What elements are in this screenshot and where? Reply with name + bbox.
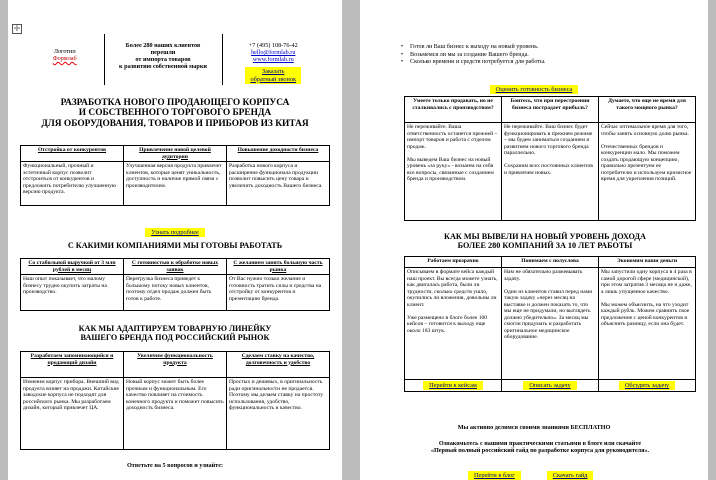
list-item: • Сколько времени и средств потребуется для работы. xyxy=(400,59,680,67)
learn-more-wrap xyxy=(8,221,342,239)
section-title-adapt xyxy=(18,324,332,342)
table-cell: Наш опыт показывает, что малому бизнесу трудно окупить затраты на производство. xyxy=(21,275,124,311)
logo-cell xyxy=(26,34,104,85)
button-cell xyxy=(405,380,502,392)
table-header: Сделаем ставку на качество, долговечность и удобство xyxy=(227,352,330,378)
table-header: Со стабильной выручкой от 3 млн рублей в месяц xyxy=(21,259,124,275)
assess-wrap xyxy=(360,78,708,96)
go-to-cases-button[interactable]: Перейти к кейсам xyxy=(423,381,483,390)
table-header: Повышение доходности бизнеса xyxy=(227,146,330,162)
articles-text xyxy=(380,440,700,454)
go-to-blog-button[interactable]: Перейти в блог xyxy=(468,471,521,480)
claim-line: от импорта товаров xyxy=(135,56,191,64)
callback-button[interactable] xyxy=(245,67,301,84)
table-header: Привлечение новой целевой аудитории xyxy=(124,146,227,162)
table-cell: Нам не обязательно разжевывать задачу. Один из клиентов ставил перед нами такую задачу «через месяц на выставке и должен показать то, что мы еще не придумали, но выглядеть должно убедительно». За месяц мы смогли придумать и разработать оригинальное медицинское оборудование. xyxy=(502,268,599,380)
table-cell: Описываем в формате кейса каждый наш проект. Вы всегда можете узнать, как двигалась работа, были ли трудности, сколько средств ушло, окупились ли вложения, довольны ли клиент. Уже размещено в блоге более 100 кейсов – готовится к выходу еще около 183 штук. xyxy=(405,268,502,380)
document-page-2 xyxy=(360,0,708,480)
table-header: Умеете только продавать, но не сталкивались с производством? xyxy=(405,97,502,123)
title-line: ДЛЯ ОБОРУДОВАНИЯ, ТОВАРОВ И ПРИБОРОВ ИЗ КИТАЯ xyxy=(41,118,309,129)
table-cell: Сейчас оптимальное время для того, чтобы занять основную долю рынка. Отечественных брендов и конкуренции мало. Мы поможем создать продающую концепцию, правильно презентуем ее потребителю и используем кризисное время для укрепления позиций. xyxy=(599,123,696,221)
download-guide-button[interactable]: Скачать гайд xyxy=(547,471,594,480)
learn-more-button[interactable]: Узнать подробнее xyxy=(145,228,205,237)
table-cell: Не переживайте. Ваша ответственность останется прежней – импорт товаров и работа с отделом продаж. Мы выведем Ваш бизнес на новый уровень «за руку» - возьмем на себя все вопросы, связанные с созданием бренда и производством. xyxy=(405,123,502,221)
assess-readiness-button[interactable]: Оценить готовность бизнеса xyxy=(490,85,579,94)
describe-task-button[interactable]: Описать задачу xyxy=(523,381,576,390)
title-line: РАЗРАБОТКА НОВОГО ПРОДАЮЩЕГО КОРПУСА xyxy=(60,98,290,108)
table-header: Отстройка от конкурентов xyxy=(21,146,124,162)
header-claim xyxy=(104,34,222,85)
table-header: Понимаем с полуслова xyxy=(502,257,599,268)
callback-label: Заказать xyxy=(262,68,285,76)
table-header: Увеличим функциональность продукта xyxy=(124,352,227,378)
logo-label: Логотип xyxy=(53,48,76,55)
claim-line: перешли xyxy=(150,49,176,57)
table-cell: Не переживайте. Ваш бизнес будет функционировать в прежнем режиме – мы будем заниматься созданием и развитием нового торгового бренда параллельно. Сохраним всех постоянных клиентов и привлечем новых. xyxy=(502,123,599,221)
logo-fallback: Формлаб xyxy=(52,55,77,63)
table-cell: Простых и дешевых, в оригинальность ради оригинальности не продается. Поэтому мы делаем ставку на простоту использования, удобство, функциональность и качество. xyxy=(227,378,330,450)
table-cell: Мы запустили одну корпуса в 4 раза в самой дорогой сфере (медицинской), при этом затратив 3 месяца не и даже, а лишь упущенное качество. Мы можем объяснить, на что уходит каждый рубль. Можем сравнить свое предложение с ценой конкурентов и объяснить разницу, если она будет. xyxy=(599,268,696,380)
table-cell: Новый корпус может быть более прочным и функциональным. Его качество повлияет на стоимость конечного продукта и поможет повысить доходность бизнеса. xyxy=(124,378,227,450)
title-line: ВАШЕГО БРЕНДА ПОД РОССИЙСКИЙ РЫНОК xyxy=(80,333,270,342)
section-title-results xyxy=(380,232,708,250)
button-cell xyxy=(502,380,599,392)
title-line: КАК МЫ АДАПТИРУЕМ ТОВАРНУЮ ЛИНЕЙКУ xyxy=(78,324,272,333)
table-cell: Улучшенная версия продукта привлечет клиентов, которые ценят уникальность, доступность и наличие прямой связи с производителем. xyxy=(124,162,227,206)
table-header: Разработаем запоминающийся и продающий дизайн xyxy=(21,352,124,378)
articles-line: «Первый полный российский гайд по разработке корпуса для руководителя». xyxy=(430,447,650,455)
table-cell: От Вас нужно только желание и готовность тратить силы и средства на отстройку от конкурентов и презентацию бренда. xyxy=(227,275,330,311)
claim-line: Более 280 наших клиентов xyxy=(125,42,201,49)
email-link[interactable]: hello@formlab.ru xyxy=(251,49,296,57)
table-header: С готовностью к обработке новых заявок xyxy=(124,259,227,275)
table-header: Боитесь, что при перестроении бизнеса пострадает прибыль? xyxy=(502,97,599,123)
table-header: Экономим ваши деньги xyxy=(599,257,696,268)
list-item: • Готов ли Ваш бизнес к выходу на новый уровень. xyxy=(400,44,680,52)
table-header: С желанием занять большую часть рынка xyxy=(227,259,330,275)
table-header: Думаете, что еще не время для такого мощного рынка? xyxy=(599,97,696,123)
move-handle-icon[interactable]: ✛ xyxy=(13,24,21,33)
bottom-buttons xyxy=(468,464,593,480)
articles-line: Ознакомьтесь с нашими практическими статьями в блоге или скачайте xyxy=(438,440,642,447)
cases-table xyxy=(404,256,696,392)
button-cell xyxy=(599,380,696,392)
share-knowledge-text: Мы активно делимся своими знаниями БЕСПЛАТНО xyxy=(457,424,611,431)
title-line: БОЛЕЕ 280 КОМПАНИЙ ЗА 10 ЛЕТ РАБОТЫ xyxy=(457,241,633,250)
phone-number[interactable]: +7 (495) 108-76-42 xyxy=(248,42,298,49)
website-link[interactable]: www.formlab.ru xyxy=(252,56,294,64)
table-cell: Разработка нового корпуса и расширение функционала продукции позволит повысить цену товара и увеличить доходность Вашего бизнеса. xyxy=(227,162,330,206)
header-table xyxy=(26,34,324,85)
section-title-partners: С КАКИМИ КОМПАНИЯМИ МЫ ГОТОВЫ РАБОТАТЬ xyxy=(67,241,283,250)
partners-table xyxy=(20,258,330,311)
list-item: • Возьмемся ли мы за создание Вашего бренда. xyxy=(400,52,680,60)
table-cell: Изменим корпус прибора. Внешний вид продукта влияет на продажи. Китайские заводские корпуса не подходят для российского рынка. Мы разработаем дизайн, который привлечет ЦА. xyxy=(21,378,124,450)
title-line: КАК МЫ ВЫВЕЛИ НА НОВЫЙ УРОВЕНЬ ДОХОДА xyxy=(444,232,646,241)
contacts-cell xyxy=(222,34,324,85)
claim-line: к развитию собственной марки xyxy=(119,63,207,71)
discuss-task-button[interactable]: Обсудить задачу xyxy=(619,381,675,390)
page-title xyxy=(20,98,330,129)
benefits-list xyxy=(400,44,680,67)
benefits-table xyxy=(20,145,330,206)
document-page-1 xyxy=(8,0,342,480)
callback-label: обратный звонок xyxy=(250,75,297,83)
table-cell: Функциональный, прочный и эстетичный корпус позволит отстроиться от конкурентов и предложить потребителю улучшенную версию продукта. xyxy=(21,162,124,206)
quiz-prompt: Ответьте на 5 вопросов и узнайте: xyxy=(126,462,224,469)
table-cell: Перегрузка бизнеса приведет к большому потоку новых клиентов, поэтому отдел продаж должен быть готов к работе. xyxy=(124,275,227,311)
title-line: И СОБСТВЕННОГО ТОРГОВОГО БРЕНДА xyxy=(78,108,272,119)
objections-table xyxy=(404,96,696,221)
table-header: Работаем прозрачно xyxy=(405,257,502,268)
adaptation-table xyxy=(20,351,330,450)
